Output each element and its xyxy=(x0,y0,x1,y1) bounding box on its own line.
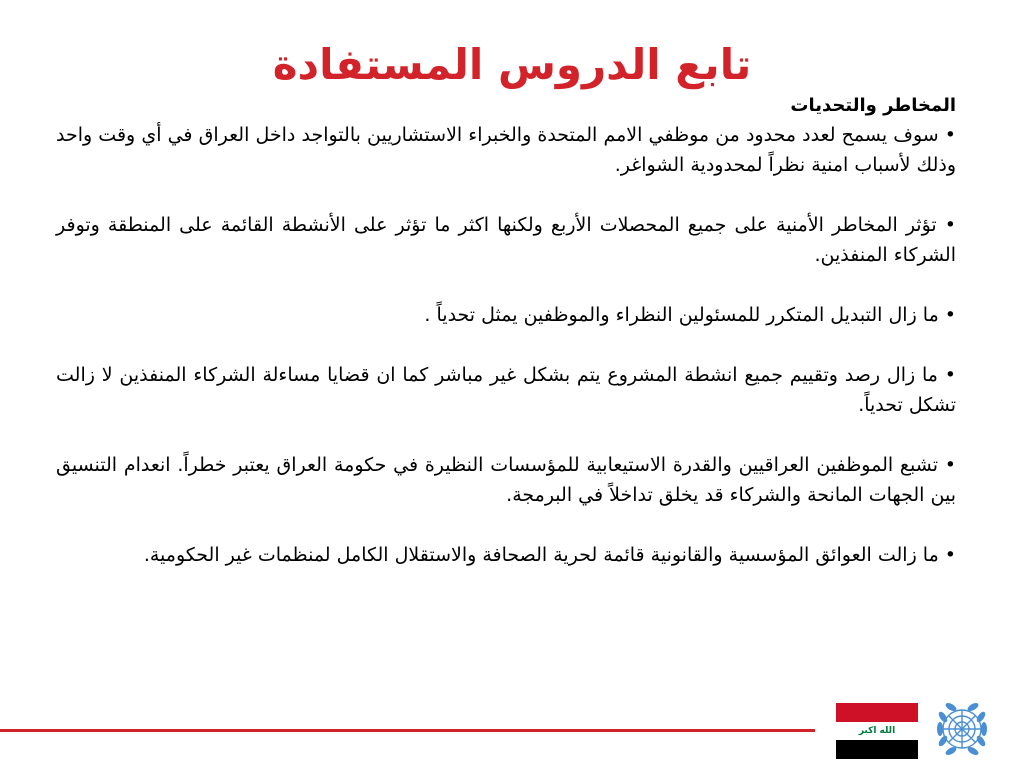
paragraph-spacer xyxy=(56,420,956,450)
section-subtitle: المخاطر والتحديات xyxy=(790,95,956,116)
flag-black-band xyxy=(836,740,918,759)
footer-divider-line xyxy=(0,729,815,732)
flag-takbir-text: الله اكبر xyxy=(858,726,896,736)
un-emblem-icon xyxy=(930,697,994,761)
paragraph-spacer xyxy=(56,510,956,540)
paragraph-spacer xyxy=(56,270,956,300)
flag-white-band xyxy=(836,722,918,741)
paragraph-spacer xyxy=(56,330,956,360)
flag-red-band xyxy=(836,703,918,722)
bullet-paragraph-4: • ما زال رصد وتقييم جميع انشطة المشروع يتم بشكل غير مباشر كما ان قضايا مساءلة الشركاء المنفذين لا زالت تشكل تحدياً. xyxy=(56,364,956,416)
bullet-paragraph-6: • ما زالت العوائق المؤسسية والقانونية قائمة لحرية الصحافة والاستقلال الكامل لمنظمات غير الحكومية. xyxy=(143,544,956,566)
slide-content xyxy=(56,92,956,570)
iraq-flag-icon xyxy=(836,703,918,759)
bullet-paragraph-5: • تشبع الموظفين العراقيين والقدرة الاستيعابية للمؤسسات النظيرة في حكومة العراق يعتبر خطراً. انعدام التنسيق بين الجهات المانحة والشركاء قد يخلق تداخلاً في البرمجة. xyxy=(56,454,956,506)
bullet-paragraph-3: • ما زال التبديل المتكرر للمسئولين النظراء والموظفين يمثل تحدياً . xyxy=(424,304,956,326)
bullet-paragraph-2: • تؤثر المخاطر الأمنية على جميع المحصلات الأربع ولكنها اكثر ما تؤثر على الأنشطة القائمة على المنطقة وتوفر الشركاء المنفذين. xyxy=(56,214,956,266)
paragraph-spacer xyxy=(56,180,956,210)
bullet-paragraph-1: • سوف يسمح لعدد محدود من موظفي الامم المتحدة والخبراء الاستشاريين بالتواجد داخل العراق في أي وقت واحد وذلك لأسباب امنية نظراً لمحدودية الشواغر. xyxy=(56,124,956,176)
slide-title: تابع الدروس المستفادة xyxy=(272,40,752,89)
